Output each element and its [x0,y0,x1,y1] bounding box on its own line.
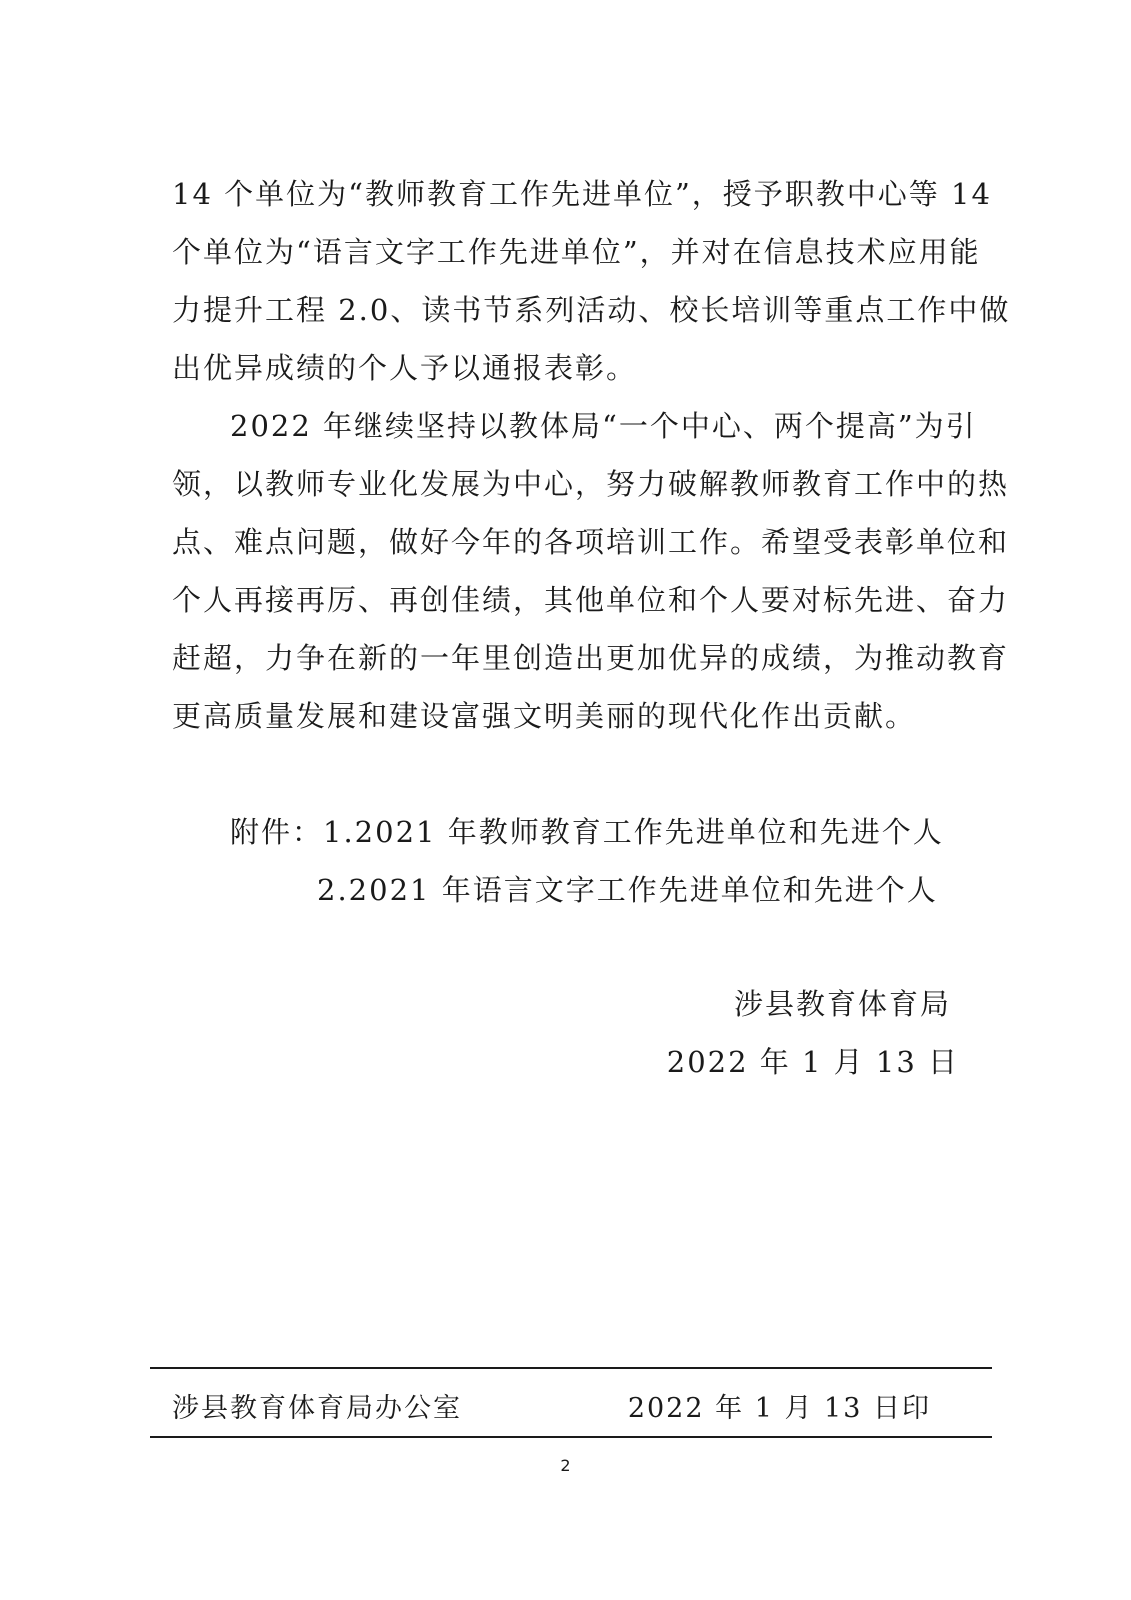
body-line: 2022 年继续坚持以教体局“一个中心、两个提高”为引 [230,409,977,443]
footer-print-date: 2022 年 1 月 13 日印 [627,1393,931,1424]
attachment-item: 2.2021 年语言文字工作先进单位和先进个人 [317,873,938,907]
footer-office: 涉县教育体育局办公室 [172,1393,462,1424]
body-line: 14 个单位为“教师教育工作先进单位”，授予职教中心等 14 [172,177,992,211]
body-line: 更高质量发展和建设富强文明美丽的现代化作出贡献。 [172,699,917,733]
body-line: 赶超，力争在新的一年里创造出更加优异的成绩，为推动教育 [172,641,1010,675]
body-line: 力提升工程 2.0、读书节系列活动、校长培训等重点工作中做 [172,293,1011,327]
signature-org: 涉县教育体育局 [733,987,951,1021]
attachment-item: 附件：1.2021 年教师教育工作先进单位和先进个人 [230,815,944,849]
body-line: 出优异成绩的个人予以通报表彰。 [172,351,638,385]
signature-date: 2022 年 1 月 13 日 [666,1045,959,1079]
body-line: 个人再接再厉、再创佳绩，其他单位和个人要对标先进、奋力 [172,583,1010,617]
footer-top-rule [150,1367,992,1369]
page-number: 2 [560,1456,571,1475]
footer-bottom-rule [150,1436,992,1438]
body-line: 点、难点问题，做好今年的各项培训工作。希望受表彰单位和 [172,525,1010,559]
body-line: 个单位为“语言文字工作先进单位”，并对在信息技术应用能 [172,235,981,269]
body-line: 领，以教师专业化发展为中心，努力破解教师教育工作中的热 [172,467,1010,501]
